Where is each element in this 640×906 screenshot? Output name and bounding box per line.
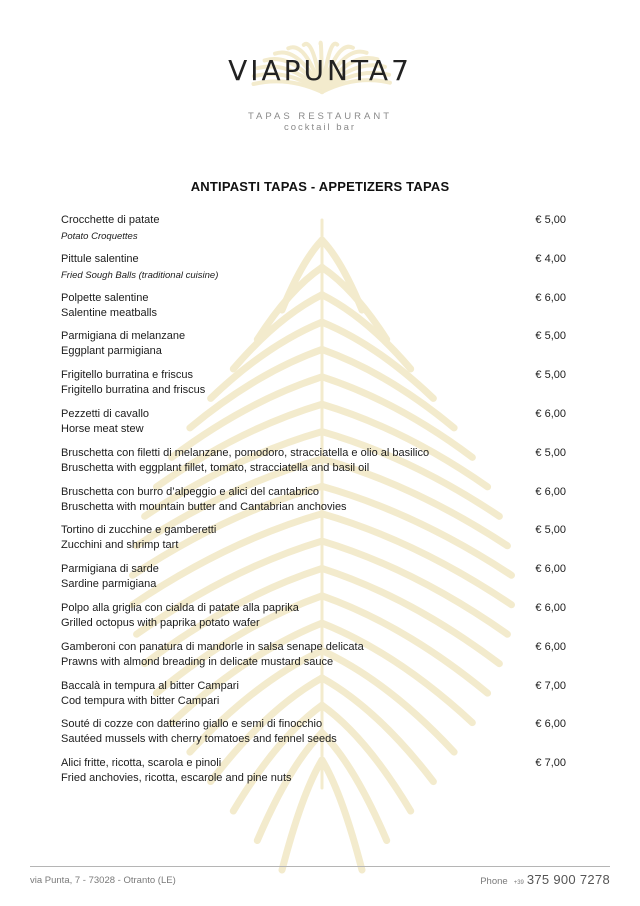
item-price: € 6,00 [535, 718, 566, 731]
menu-item [61, 717, 566, 756]
item-price: € 6,00 [535, 640, 566, 653]
item-name-italian: Polpo alla griglia con cialda di patate alla paprika [61, 601, 299, 614]
item-price: € 5,00 [535, 214, 566, 226]
menu-item [61, 446, 566, 485]
item-name-italian: Pezzetti di cavallo [61, 407, 150, 420]
item-name-english: Salentine meatballs [61, 306, 158, 319]
item-price: € 6,00 [535, 291, 566, 304]
item-name-italian: Polpette salentine [61, 291, 149, 304]
restaurant-logo: VIAPUNTA7 [228, 54, 412, 87]
item-name-english: Horse meat stew [61, 422, 144, 435]
item-name-italian: Baccalà in tempura al bitter Campari [61, 679, 239, 692]
item-name-english: Bruschetta with eggplant fillet, tomato, stracciatella and basil oil [61, 461, 370, 474]
menu-item [61, 523, 566, 562]
menu-item [61, 213, 566, 252]
item-name-english: Eggplant parmigiana [61, 345, 162, 358]
item-name-italian: Gamberoni con panatura di mandorle in salsa senape delicata [61, 640, 364, 653]
menu-item [61, 329, 566, 368]
item-price: € 5,00 [535, 524, 566, 537]
item-name-english: Fried Sough Balls (traditional cuisine) [61, 269, 219, 281]
item-name-italian: Frigitello burratina e friscus [61, 369, 194, 382]
item-price: € 6,00 [535, 563, 566, 576]
menu-item [61, 640, 566, 679]
item-name-english: Potato Croquettes [61, 231, 138, 242]
section-title: ANTIPASTI TAPAS - APPETIZERS TAPAS [190, 179, 450, 194]
item-name-italian: Souté di cozze con datterino giallo e semi di finocchio [61, 718, 323, 731]
item-price: € 7,00 [535, 679, 566, 692]
item-price: € 6,00 [535, 601, 566, 614]
item-price: € 6,00 [535, 485, 566, 498]
logo-subtitle: TAPAS RESTAURANT [247, 111, 393, 122]
item-price: € 5,00 [535, 330, 566, 343]
item-name-english: Sautéed mussels with cherry tomatoes and fennel seeds [61, 733, 337, 746]
footer-phone [480, 871, 610, 889]
item-name-english: Frigitello burratina and friscus [61, 384, 206, 397]
item-name-italian: Tortino di zucchine e gamberetti [61, 524, 217, 537]
item-price: € 6,00 [535, 407, 566, 420]
item-name-italian: Parmigiana di sarde [61, 563, 159, 576]
item-price: € 5,00 [535, 446, 566, 459]
menu-item [61, 407, 566, 446]
item-name-italian: Parmigiana di melanzane [61, 330, 186, 343]
menu-item [61, 601, 566, 640]
item-name-english: Zucchini and shrimp tart [61, 539, 179, 552]
item-price: € 4,00 [535, 252, 566, 265]
menu-item [61, 291, 566, 330]
footer-divider [30, 866, 610, 867]
menu-item [61, 252, 566, 291]
menu-item [61, 679, 566, 718]
item-name-english: Bruschetta with mountain butter and Cantabrian anchovies [61, 500, 347, 513]
phone-label: Phone [480, 876, 508, 887]
item-name-italian: Alici fritte, ricotta, scarola e pinoli [61, 757, 222, 770]
menu-item [61, 756, 566, 795]
menu-list [61, 213, 566, 795]
item-name-english: Cod tempura with bitter Campari [61, 694, 220, 707]
menu-item [61, 562, 566, 601]
item-price: € 7,00 [535, 757, 566, 770]
item-name-italian: Bruschetta con burro d’alpeggio e alici del cantabrico [61, 485, 320, 498]
item-name-italian: Bruschetta con filetti di melanzane, pomodoro, stracciatella e olio al basilico [61, 446, 430, 459]
item-name-italian: Pittule salentine [61, 252, 139, 265]
menu-item [61, 368, 566, 407]
item-name-italian: Crocchette di patate [61, 214, 160, 226]
item-name-english: Fried anchovies, ricotta, escarole and pine nuts [61, 772, 292, 785]
item-name-english: Grilled octopus with paprika potato wafer [61, 616, 260, 629]
item-price: € 5,00 [535, 369, 566, 382]
item-name-english: Sardine parmigiana [61, 578, 157, 591]
logo-subtitle-secondary: cocktail bar [283, 122, 357, 133]
phone-prefix: +39 [513, 880, 524, 886]
menu-item [61, 485, 566, 524]
footer-address: via Punta, 7 - 73028 - Otranto (LE) [30, 875, 176, 886]
phone-number: 375 900 7278 [526, 872, 610, 887]
item-name-english: Prawns with almond breading in delicate mustard sauce [61, 655, 334, 668]
